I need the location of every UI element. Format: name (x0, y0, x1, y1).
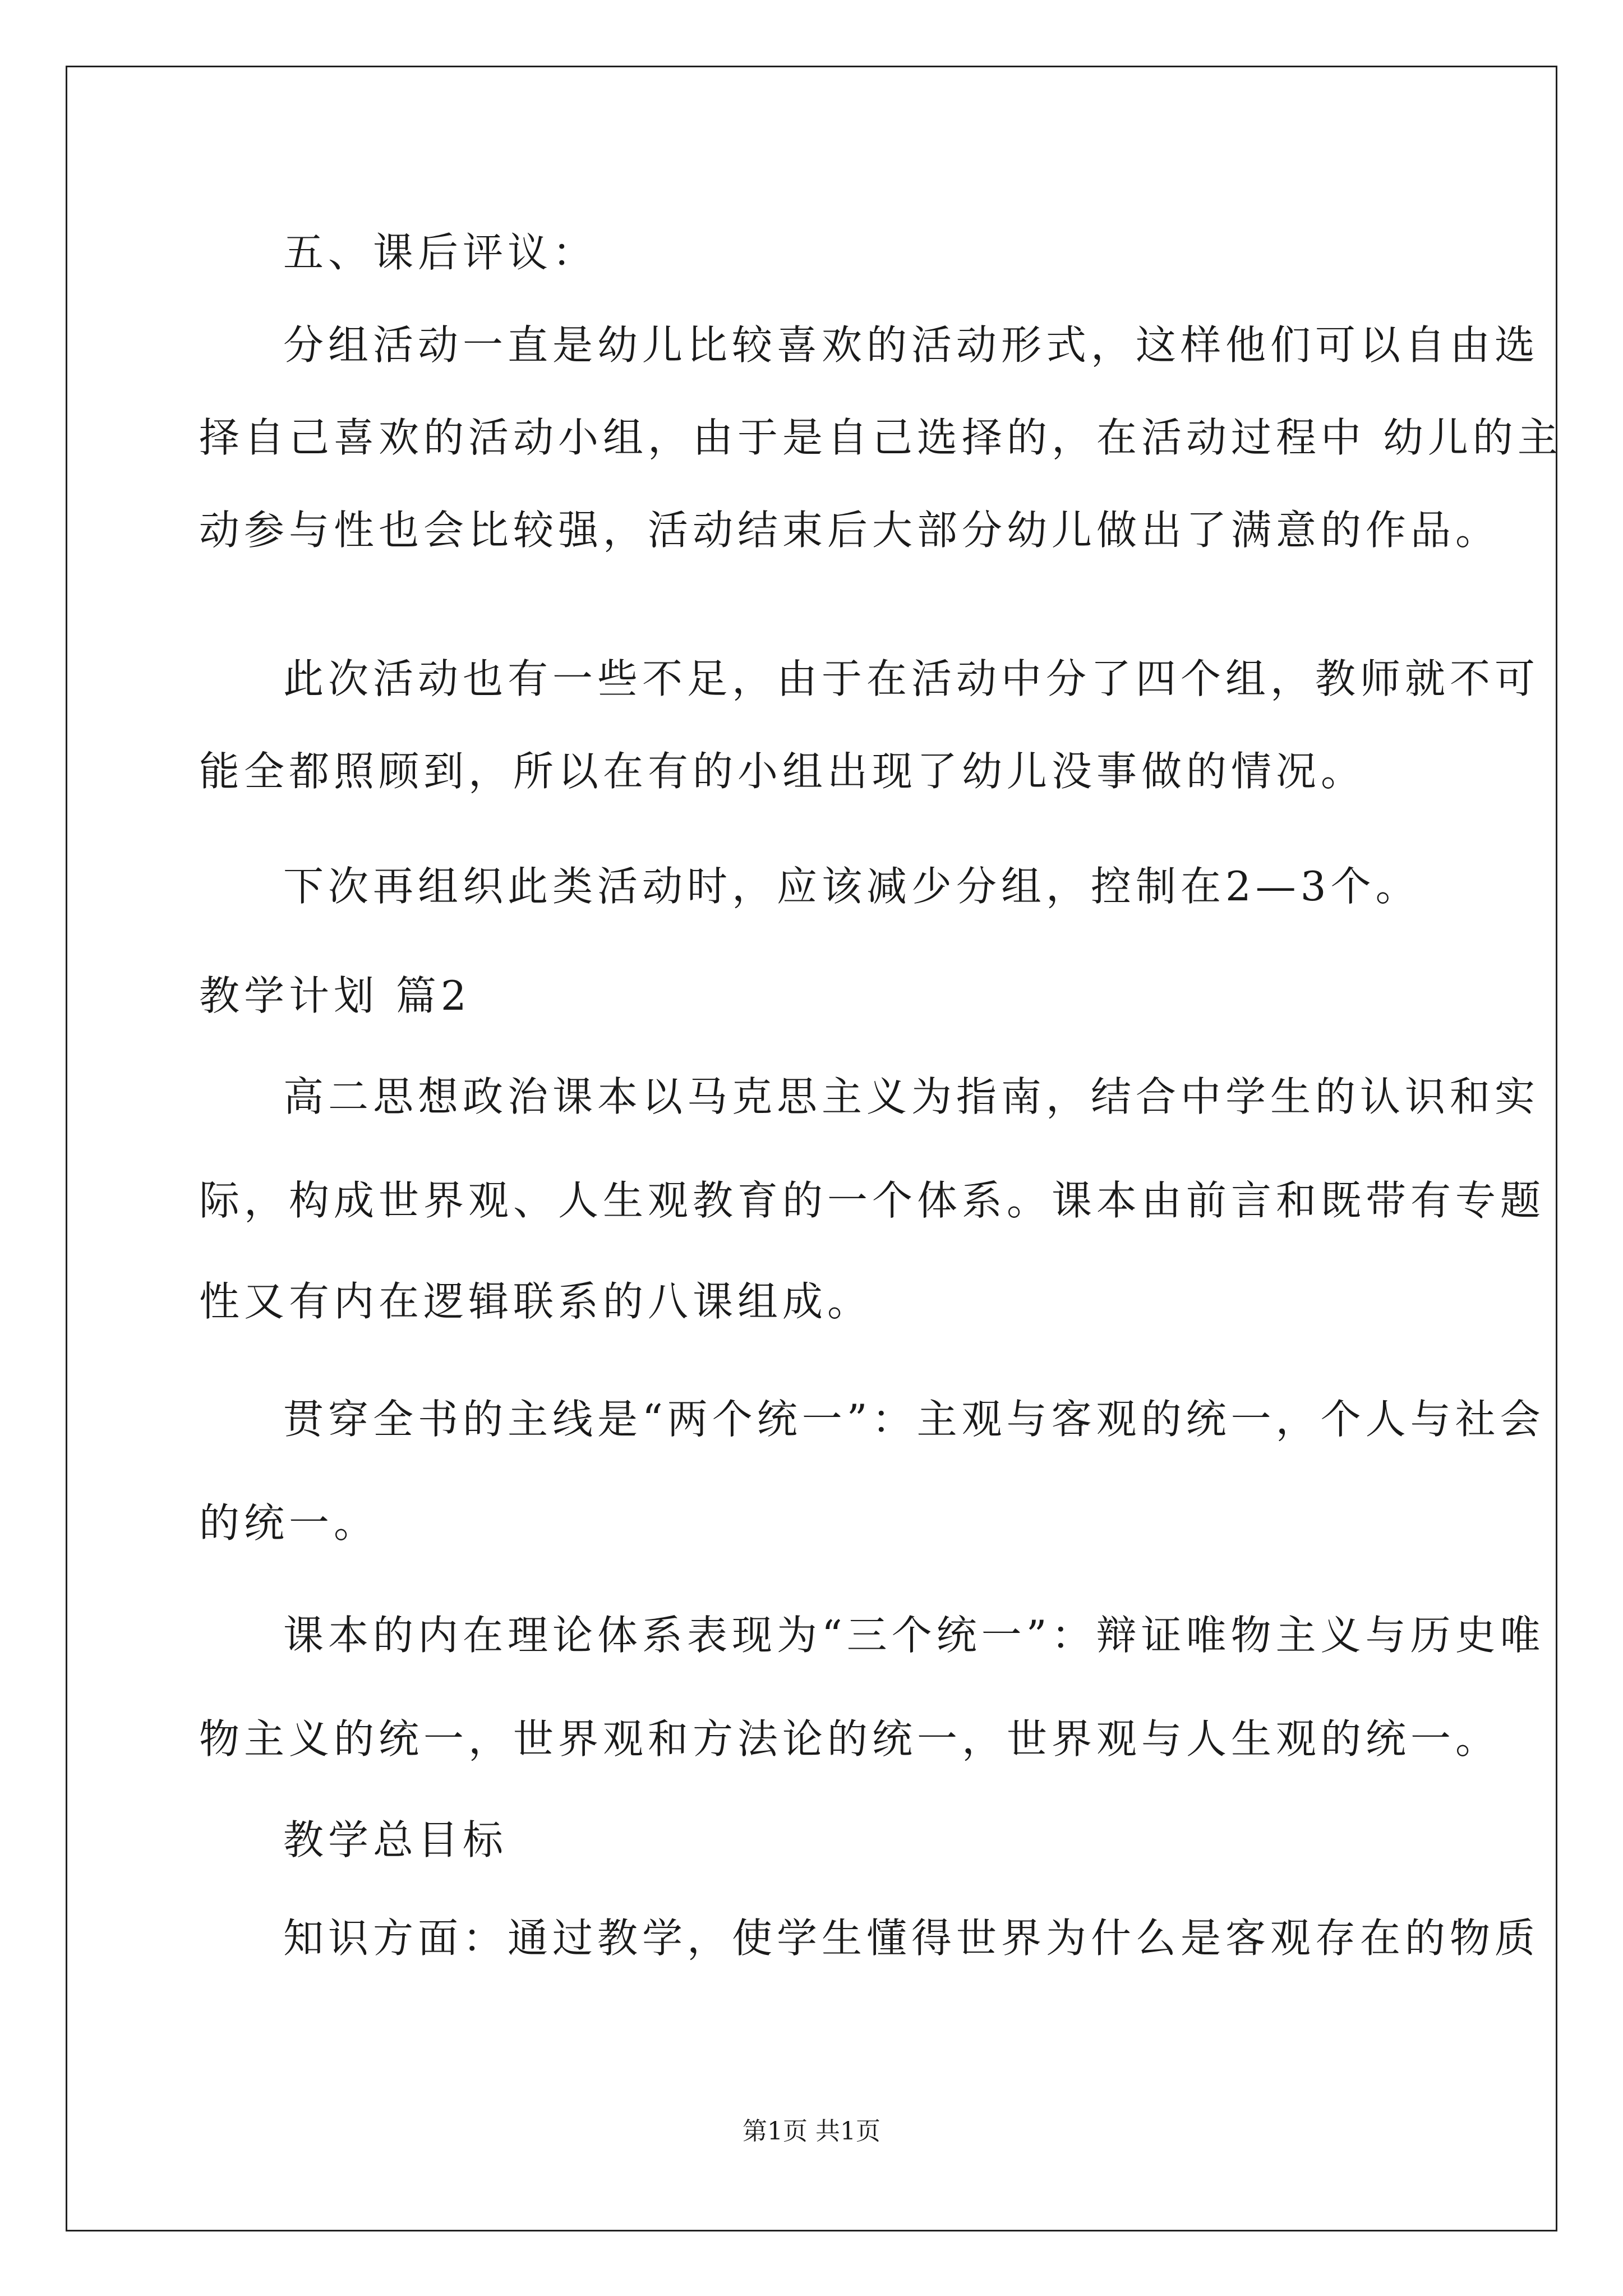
paragraph-line: 课本的内在理论体系表现为“三个统一”：辩证唯物主义与历史唯 (283, 1612, 1545, 1659)
paragraph-line: 际，构成世界观、人生观教育的一个体系。课本由前言和既带有专题 (199, 1177, 1546, 1224)
section-title: 教学计划 篇2 (199, 972, 471, 1019)
paragraph-line: 性又有内在逻辑联系的八课组成。 (199, 1278, 873, 1325)
paragraph-line: 的统一。 (199, 1499, 379, 1547)
subheading: 教学总目标 (283, 1816, 508, 1864)
paragraph-line: 知识方面：通过教学，使学生懂得世界为什么是客观存在的物质 (283, 1915, 1540, 1962)
page-footer: 第1页 共1页 (743, 2117, 880, 2146)
paragraph-line: 下次再组织此类活动时，应该减少分组，控制在2—3个。 (283, 863, 1421, 910)
paragraph-line: 物主义的统一，世界观和方法论的统一，世界观与人生观的统一。 (199, 1715, 1501, 1763)
paragraph-line: 择自己喜欢的活动小组，由于是自己选择的，在活动过程中 幼儿的主 (199, 414, 1562, 461)
paragraph-line: 能全都照顾到，所以在有的小组出现了幼儿没事做的情况。 (199, 748, 1366, 795)
paragraph-line: 贯穿全书的主线是“两个统一”：主观与客观的统一，个人与社会 (283, 1396, 1545, 1443)
section-heading: 五、课后评议： (283, 229, 598, 276)
paragraph-line: 高二思想政治课本以马克思主义为指南，结合中学生的认识和实 (283, 1073, 1540, 1120)
paragraph-line: 分组活动一直是幼儿比较喜欢的活动形式，这样他们可以自由选 (283, 321, 1540, 369)
paragraph-line: 此次活动也有一些不足，由于在活动中分了四个组，教师就不可 (283, 655, 1540, 702)
page-border (66, 66, 1557, 2231)
paragraph-line: 动参与性也会比较强，活动结束后大部分幼儿做出了满意的作品。 (199, 507, 1501, 554)
